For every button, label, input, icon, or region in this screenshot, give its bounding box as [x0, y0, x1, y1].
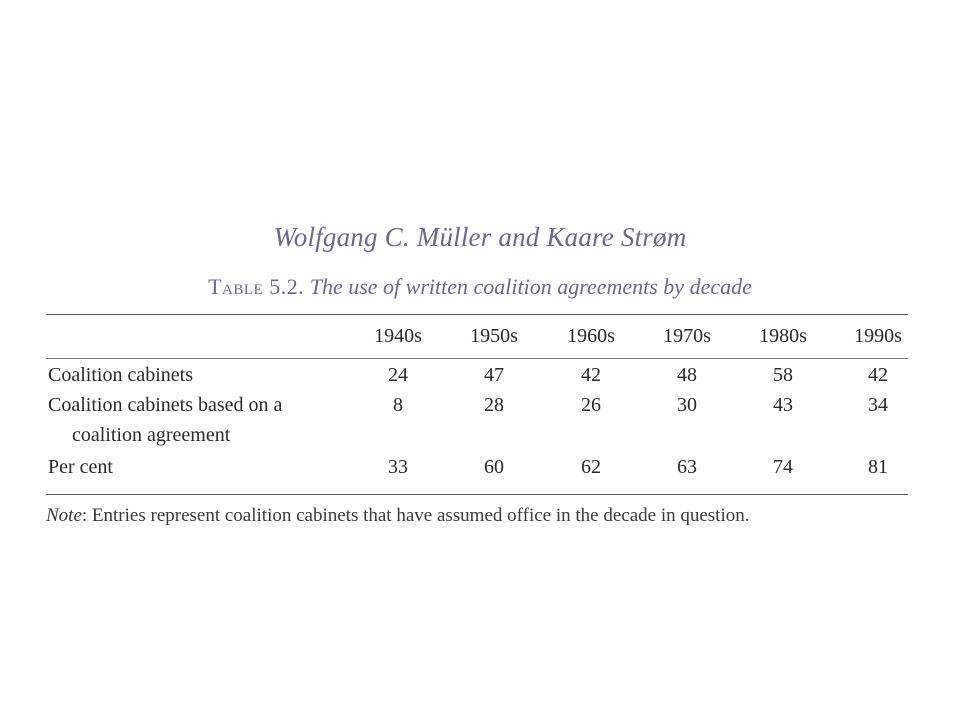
table-header-row [46, 318, 908, 358]
row-label [48, 390, 282, 450]
table-cell: 74 [773, 456, 793, 478]
column-header: 1950s [470, 325, 518, 347]
column-header: 1940s [374, 325, 422, 347]
table-row [46, 450, 908, 484]
table-cell: 26 [581, 394, 601, 416]
table-top-rule [46, 314, 908, 315]
note-text: : Entries represent coalition cabinets that have assumed office in the decade in question. [81, 505, 750, 526]
table-caption [0, 274, 960, 300]
table-note [46, 505, 749, 527]
running-head: Wolfgang C. Müller and Kaare Strøm [273, 222, 687, 252]
table-cell: 24 [388, 364, 408, 386]
table-cell: 63 [677, 456, 697, 478]
table-cell: 42 [581, 364, 601, 386]
table-cell: 30 [677, 394, 697, 416]
column-header: 1970s [663, 325, 711, 347]
table-cell: 60 [484, 456, 504, 478]
table-row [46, 388, 908, 450]
table-title: The use of written coalition agreements by decade [309, 274, 752, 299]
table-cell: 48 [677, 364, 697, 386]
table-cell: 81 [868, 456, 888, 478]
table-cell: 43 [773, 394, 793, 416]
table-cell: 33 [388, 456, 408, 478]
note-label: Note [46, 505, 82, 526]
table-cell: 28 [484, 394, 504, 416]
table-cell: 8 [393, 394, 403, 416]
row-label-continuation: coalition agreement [72, 424, 231, 446]
column-header: 1990s [854, 325, 902, 347]
table-cell: 58 [773, 364, 793, 386]
table-row [46, 358, 908, 388]
data-table [46, 318, 908, 484]
row-label-line: Coalition cabinets based on a [48, 394, 283, 416]
table-cell: 62 [581, 456, 601, 478]
row-label: Per cent [48, 456, 113, 478]
row-label: Coalition cabinets [48, 364, 193, 386]
column-header: 1960s [567, 325, 615, 347]
table-number: Table 5.2. [208, 274, 305, 299]
table-cell: 34 [868, 394, 888, 416]
column-header: 1980s [759, 325, 807, 347]
table-cell: 47 [484, 364, 504, 386]
table-cell: 42 [868, 364, 888, 386]
table-bottom-rule [46, 494, 908, 495]
